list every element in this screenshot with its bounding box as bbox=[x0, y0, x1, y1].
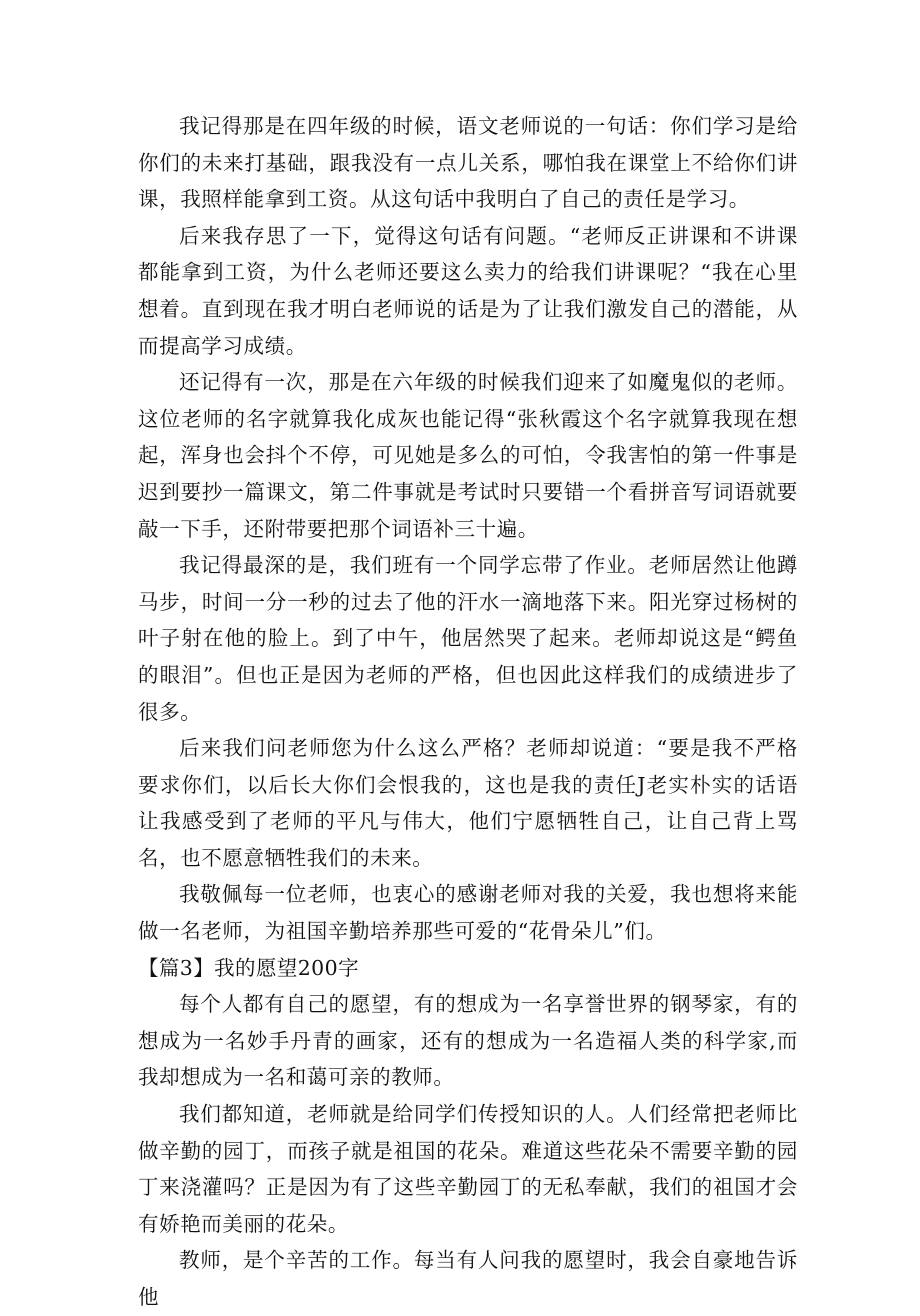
document-page bbox=[138, 108, 798, 1316]
paragraph: 每个人都有自己的愿望，有的想成为一名享誉世界的钢琴家，有的想成为一名妙手丹青的画家，还有的想成为一名造福人类的科学家,而我却想成为一名和蔼可亲的教师。 bbox=[138, 992, 798, 1090]
section-heading: 【篇3】我的愿望200字 bbox=[138, 955, 359, 980]
paragraph: 我记得那是在四年级的时候，语文老师说的一句话：你们学习是给你们的未来打基础，跟我没有一点儿关系，哪怕我在课堂上不给你们讲课，我照样能拿到工资。从这句话中我明白了自己的责任是学习。 bbox=[138, 114, 798, 212]
paragraph: 后来我存思了一下，觉得这句话有问题。“老师反正讲课和不讲课都能拿到工资，为什么老师还要这么卖力的给我们讲课呢？“我在心里想着。直到现在我才明白老师说的话是为了让我们激发自己的潜能，从而提高学习成绩。 bbox=[138, 223, 798, 358]
paragraph: 后来我们问老师您为什么这么严格？老师却说道：“要是我不严格要求你们，以后长大你们会恨我的，这也是我的责任J老实朴实的话语让我感受到了老师的平凡与伟大，他们宁愿牺牲自己，让自己背上骂名，也不愿意牺牲我们的未来。 bbox=[138, 736, 798, 870]
paragraph: 还记得有一次，那是在六年级的时候我们迎来了如魔鬼似的老师。这位老师的名字就算我化成灰也能记得“张秋霞这个名字就算我现在想起，浑身也会抖个不停，可见她是多么的可怕，令我害怕的第一件事是迟到要抄一篇课文，第二件事就是考试时只要错一个看拼音写词语就要敲一下手，还附带要把那个词语补三十遍。 bbox=[138, 370, 798, 541]
paragraph: 教师，是个辛苦的工作。每当有人问我的愿望时，我会自豪地告诉他 bbox=[138, 1248, 798, 1309]
paragraph: 我们都知道，老师就是给同学们传授知识的人。人们经常把老师比做辛勤的园丁，而孩子就是祖国的花朵。难道这些花朵不需要辛勤的园丁来浇灌吗？正是因为有了这些辛勤园丁的无私奉献，我们的祖国才会有娇艳而美丽的花朵。 bbox=[138, 1102, 798, 1236]
paragraph: 我记得最深的是，我们班有一个同学忘带了作业。老师居然让他蹲马步，时间一分一秒的过去了他的汗水一滴地落下来。阳光穿过杨树的叶子射在他的脸上。到了中午，他居然哭了起来。老师却说这是“鳄鱼的眼泪”。但也正是因为老师的严格，但也因此这样我们的成绩进步了很多。 bbox=[138, 553, 798, 724]
paragraph: 我敬佩每一位老师，也衷心的感谢老师对我的关爱，我也想将来能做一名老师，为祖国辛勤培养那些可爱的“花骨朵儿”们。 bbox=[138, 882, 798, 944]
